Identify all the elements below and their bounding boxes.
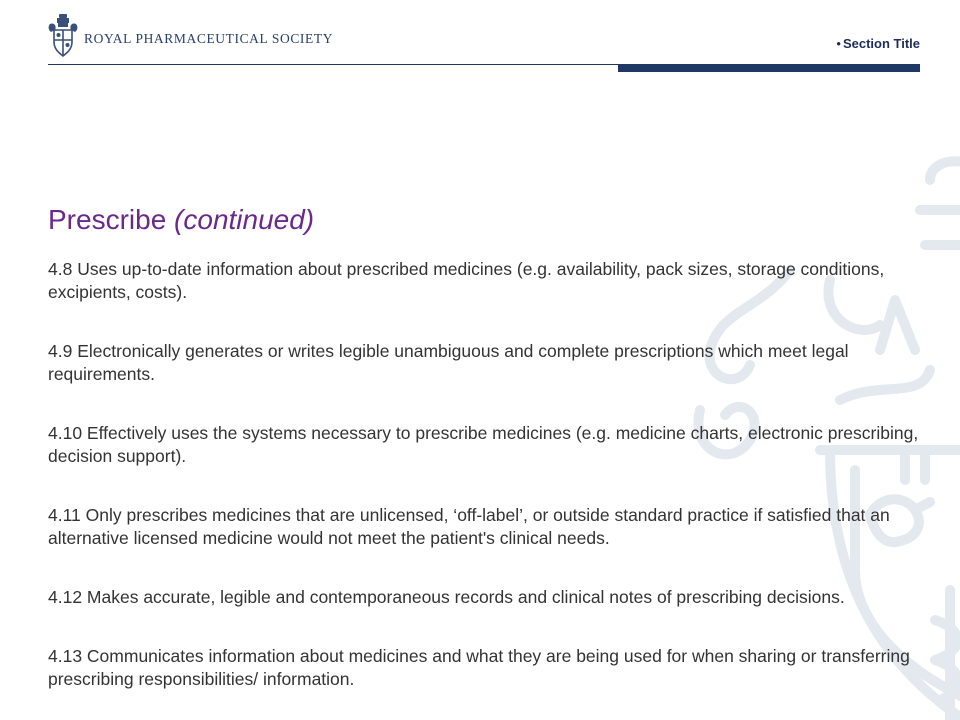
- logo: [48, 14, 333, 58]
- page-title-continued: (continued): [174, 204, 315, 235]
- list-item: 4.10 Effectively uses the systems necessary to prescribe medicines (e.g. medicine charts, electronic prescribing, decision support).: [48, 423, 919, 466]
- rps-crest-icon: [48, 14, 78, 58]
- list-item: 4.11 Only prescribes medicines that are unlicensed, ‘off-label’, or outside standard practice if satisfied that an alternative licensed medicine would not meet the patient's clinical needs.: [48, 505, 890, 548]
- header-accent-bar: [618, 64, 920, 72]
- list-item: 4.13 Communicates information about medicines and what they are being used for when sharing or transferring prescribing responsibilities/ information.: [48, 646, 910, 689]
- competency-list: [48, 258, 928, 720]
- header-rule: [48, 64, 618, 65]
- logo-wordmark: ROYAL PHARMACEUTICAL SOCIETY: [84, 31, 334, 46]
- page-title: [48, 204, 314, 236]
- list-item: 4.9 Electronically generates or writes legible unambiguous and complete prescriptions which meet legal requirements.: [48, 341, 849, 384]
- section-title: • Section Title: [836, 36, 920, 51]
- page-title-main: Prescribe: [48, 204, 167, 235]
- list-item: 4.12 Makes accurate, legible and contemporaneous records and clinical notes of prescribing decisions.: [48, 587, 845, 607]
- list-item: 4.8 Uses up-to-date information about prescribed medicines (e.g. availability, pack sizes, storage conditions, excipients, costs).: [48, 259, 885, 302]
